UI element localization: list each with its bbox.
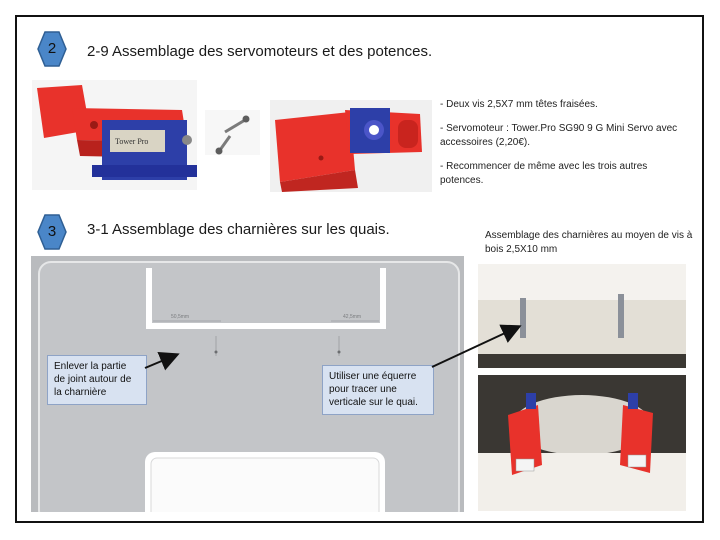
note-screws: - Deux vis 2,5X7 mm têtes fraisées. [440,99,598,110]
step-number: 3 [47,223,57,240]
dimension-left: 50,5mm [171,314,190,320]
hinge-caption: Assemblage des charnières au moyen de vis à bois 2,5X10 mm [485,230,693,255]
arrow-to-photo [432,327,518,367]
callout-remove-seal: Enlever la partie de joint autour de la charnière [47,355,147,405]
note-servo: - Servomoteur : Tower.Pro SG90 9 G Mini Servo avec accessoires (2,20€). [440,123,678,148]
servo-brand-label: Tower Pro [115,137,149,146]
step-3-title: 3-1 Assemblage des charnières sur les quais. [87,221,390,238]
dimension-right: 42,5mm [343,314,362,320]
callout-use-square: Utiliser une équerre pour tracer une verticale sur le quai. [322,365,434,415]
note-repeat: - Recommencer de même avec les trois autres potences. [440,161,648,186]
step-number: 2 [47,40,57,57]
step-2-title: 2-9 Assemblage des servomoteurs et des potences. [87,43,433,60]
arrow-to-hinge [145,355,176,368]
